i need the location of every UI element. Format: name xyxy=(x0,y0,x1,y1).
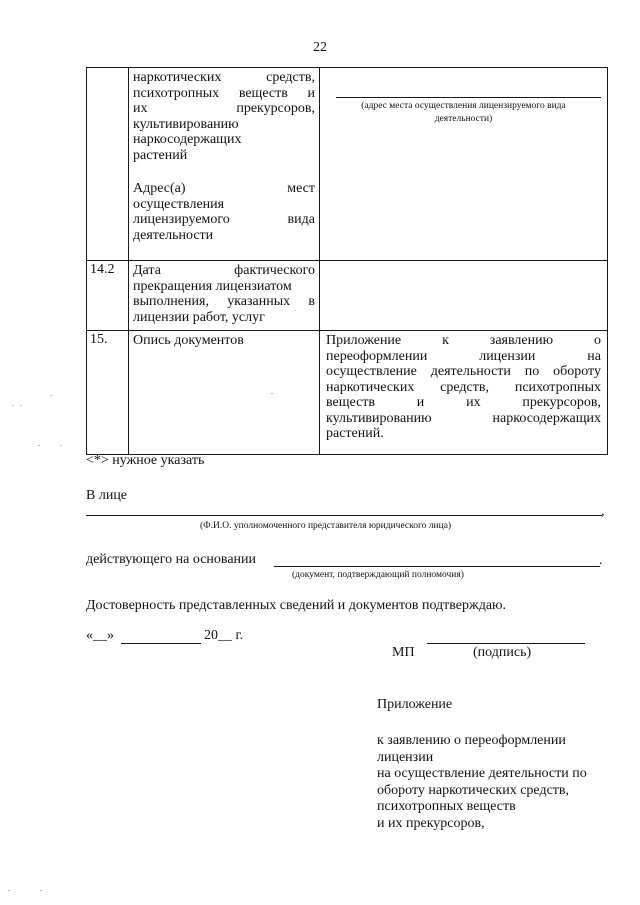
desc-line: Дата фактического xyxy=(133,263,315,278)
desc-line: лицензируемого вида xyxy=(133,212,315,227)
value-line: культивированию наркосодержащих xyxy=(326,410,601,426)
footnote: <*> нужное указать xyxy=(86,453,205,468)
document-table xyxy=(86,67,608,455)
in-person-label: В лице xyxy=(86,488,128,503)
page-number: 22 xyxy=(313,40,327,55)
desc-line: прекращения лицензиатом xyxy=(133,278,292,294)
appendix-line: к заявлению о переоформлении xyxy=(377,733,566,748)
desc-line: их прекурсоров, xyxy=(133,101,315,116)
period-mark: . xyxy=(599,553,603,568)
scan-speck xyxy=(40,890,42,891)
representative-caption: (Ф.И.О. уполномоченного представителя юридического лица) xyxy=(200,521,452,531)
desc-line: лицензии работ, услуг xyxy=(133,309,265,325)
table-row xyxy=(87,331,608,455)
scan-speck xyxy=(20,405,22,406)
row-value-cell[interactable] xyxy=(320,261,608,331)
value-line: осуществление деятельности по обороту xyxy=(326,364,601,379)
acting-label: действующего на основании xyxy=(86,552,257,567)
row-description-cell xyxy=(129,261,320,331)
row-number-cell: 14.2 xyxy=(87,261,129,331)
row-description-cell xyxy=(129,331,320,455)
row-value-cell xyxy=(320,331,608,455)
scan-speck xyxy=(271,393,273,394)
appendix-line: обороту наркотических средств, xyxy=(377,782,570,798)
date-day[interactable]: «__» xyxy=(86,628,114,643)
row-value-cell xyxy=(320,68,608,261)
value-line: переоформлении лицензии на xyxy=(326,348,601,364)
address-field-line[interactable] xyxy=(336,97,601,98)
desc-line: психотропных веществ и xyxy=(133,85,315,101)
appendix-title: Приложение xyxy=(377,697,453,712)
value-line: наркотических средств, психотропных xyxy=(326,379,601,395)
signature-label: (подпись) xyxy=(473,645,532,660)
desc-line: растений xyxy=(133,147,188,163)
appendix-line: лицензии xyxy=(377,749,434,765)
appendix-text xyxy=(377,733,587,832)
date-year[interactable]: 20__ г. xyxy=(204,628,244,643)
row-number-cell xyxy=(87,68,129,261)
signature-line[interactable] xyxy=(427,643,585,644)
appendix-line: и их прекурсоров, xyxy=(377,815,485,831)
confirmation-text: Достоверность представленных сведений и документов подтверждаю. xyxy=(86,598,506,613)
scan-speck xyxy=(50,395,52,396)
row-number-cell: 15. xyxy=(87,331,129,455)
authority-caption: (документ, подтверждающий полномочия) xyxy=(292,570,464,580)
scan-speck xyxy=(60,445,62,446)
authority-document-line[interactable] xyxy=(274,566,600,567)
desc-line: наркосодержащих xyxy=(133,132,242,147)
desc-line: Опись документов xyxy=(133,333,244,348)
table-row xyxy=(87,261,608,331)
scan-speck xyxy=(38,445,40,446)
value-line: веществ и их прекурсоров, xyxy=(326,395,601,410)
scan-speck xyxy=(8,890,10,891)
appendix-line: на осуществление деятельности по xyxy=(377,766,587,781)
address-caption: (адрес места осуществления лицензируемого вида деятельности) xyxy=(361,101,566,124)
value-line: растений. xyxy=(326,426,384,441)
date-month-line[interactable] xyxy=(121,643,201,644)
value-line: Приложение к заявлению о xyxy=(326,333,601,348)
scan-speck xyxy=(12,405,14,406)
stamp-label: МП xyxy=(392,645,415,660)
comma-mark: , xyxy=(601,504,605,519)
representative-name-line[interactable] xyxy=(86,515,602,516)
appendix-line: психотропных веществ xyxy=(377,799,516,814)
desc-line: культивированию xyxy=(133,116,239,132)
desc-line: Адрес(а) мест xyxy=(133,181,315,196)
row-description-cell xyxy=(129,68,320,261)
desc-line: деятельности xyxy=(133,227,214,243)
table-row xyxy=(87,68,608,261)
desc-line: осуществления xyxy=(133,196,225,212)
desc-line: наркотических средств, xyxy=(133,70,315,85)
desc-line: выполнения, указанных в xyxy=(133,294,315,309)
